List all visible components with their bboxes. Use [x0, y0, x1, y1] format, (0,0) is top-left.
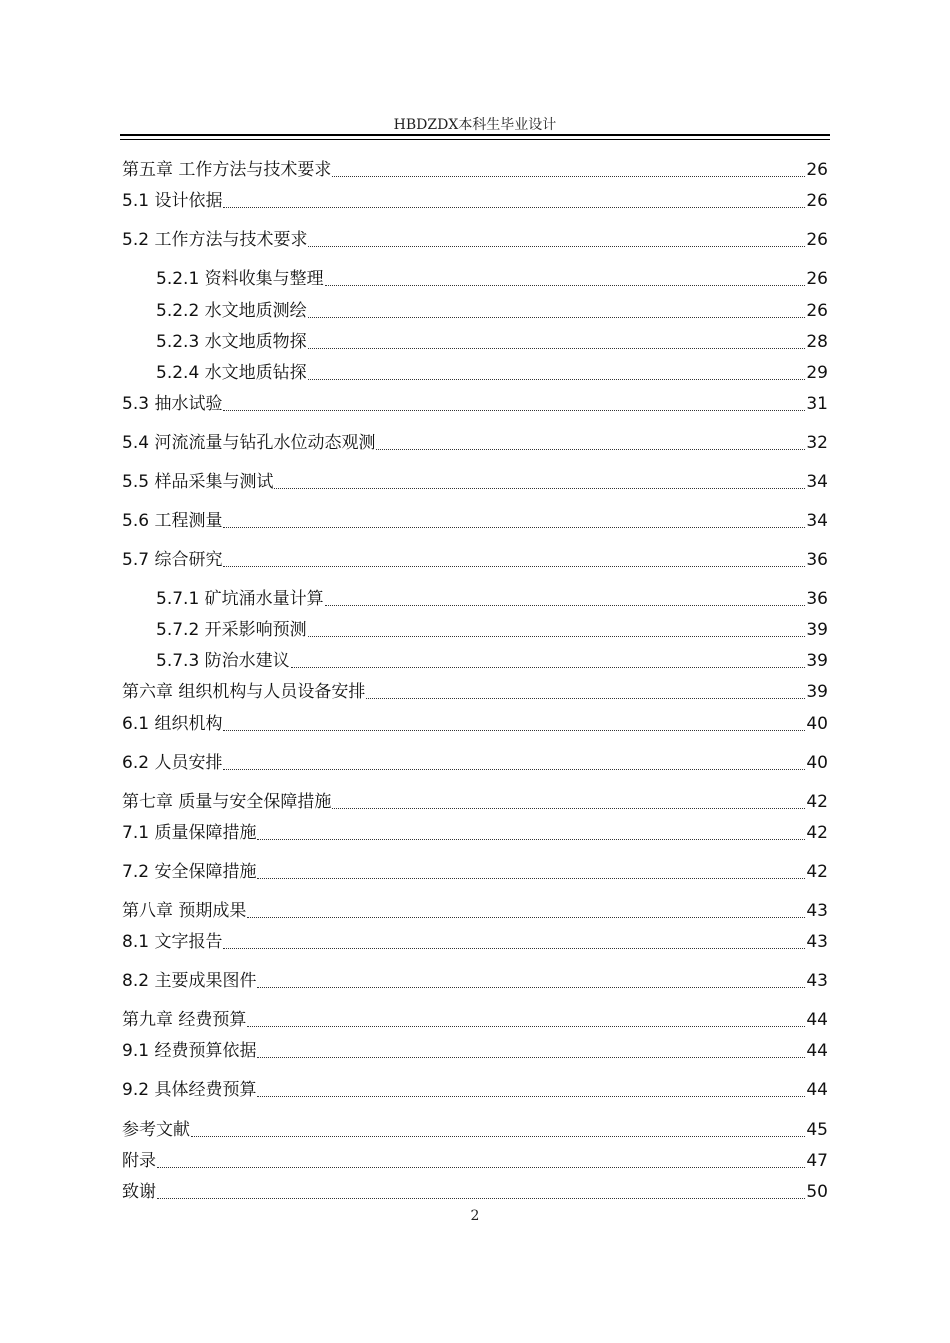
toc-entry[interactable] [122, 898, 828, 922]
toc-entry[interactable] [122, 1007, 828, 1031]
toc-entry-page: 26 [806, 160, 828, 180]
toc-entry-page: 40 [806, 753, 828, 773]
toc-entry[interactable] [122, 1077, 828, 1101]
toc-entry-label: 7.1 质量保障措施 [122, 823, 257, 843]
dot-leader [223, 206, 805, 208]
toc-entry-label: 第五章 工作方法与技术要求 [122, 160, 332, 180]
toc-entry[interactable] [156, 648, 828, 672]
toc-entry-page: 50 [806, 1182, 828, 1202]
toc-entry[interactable] [122, 188, 828, 212]
toc-entry-page: 28 [806, 332, 828, 352]
dot-leader [257, 877, 805, 879]
running-header-title: HBDZDX本科生毕业设计 [393, 117, 557, 133]
dot-leader [247, 916, 805, 918]
toc-entry-page: 26 [806, 191, 828, 211]
toc-entry-label: 5.7 综合研究 [122, 550, 223, 570]
dot-leader [257, 986, 805, 988]
toc-entry-label: 第七章 质量与安全保障措施 [122, 792, 332, 812]
dot-leader [191, 1135, 805, 1137]
dot-leader [332, 807, 805, 809]
toc-entry-label: 6.1 组织机构 [122, 714, 223, 734]
toc-entry-page: 34 [806, 472, 828, 492]
toc-entry[interactable] [156, 360, 828, 384]
toc-entry[interactable] [122, 1038, 828, 1062]
toc-entry[interactable] [122, 469, 828, 493]
toc-entry-page: 26 [806, 269, 828, 289]
toc-entry-page: 29 [806, 363, 828, 383]
dot-leader [247, 1025, 805, 1027]
toc-entry[interactable] [122, 711, 828, 735]
toc-entry-label: 5.6 工程测量 [122, 511, 223, 531]
dot-leader [308, 245, 805, 247]
toc-entry-label: 5.7.1 矿坑涌水量计算 [156, 589, 324, 609]
toc-entry-page: 40 [806, 714, 828, 734]
toc-entry-page: 39 [806, 651, 828, 671]
toc-entry[interactable] [122, 430, 828, 454]
toc-entry[interactable] [122, 508, 828, 532]
dot-leader [223, 526, 805, 528]
toc-entry[interactable] [122, 227, 828, 251]
toc-entry[interactable] [122, 929, 828, 953]
toc-entry-label: 8.1 文字报告 [122, 932, 223, 952]
toc-entry-page: 39 [806, 682, 828, 702]
dot-leader [332, 175, 805, 177]
dot-leader [308, 635, 806, 637]
toc-entry-page: 47 [806, 1151, 828, 1171]
toc-entry-page: 36 [806, 550, 828, 570]
toc-entry-label: 5.2 工作方法与技术要求 [122, 230, 308, 250]
toc-entry-label: 5.5 样品采集与测试 [122, 472, 274, 492]
dot-leader [257, 838, 805, 840]
toc-entry-page: 43 [806, 932, 828, 952]
dot-leader [366, 697, 805, 699]
dot-leader [223, 565, 805, 567]
toc-entry-page: 42 [806, 792, 828, 812]
toc-entry-page: 44 [806, 1041, 828, 1061]
toc-entry-page: 44 [806, 1010, 828, 1030]
toc-entry-label: 5.4 河流流量与钻孔水位动态观测 [122, 433, 376, 453]
toc-entry-label: 5.1 设计依据 [122, 191, 223, 211]
toc-entry[interactable] [156, 329, 828, 353]
dot-leader [376, 448, 805, 450]
toc-entry-page: 26 [806, 230, 828, 250]
toc-entry-page: 34 [806, 511, 828, 531]
toc-entry[interactable] [156, 586, 828, 610]
toc-entry-label: 5.2.2 水文地质测绘 [156, 301, 307, 321]
dot-leader [157, 1166, 805, 1168]
toc-entry-page: 32 [806, 433, 828, 453]
toc-entry[interactable] [122, 679, 828, 703]
toc-entry-label: 5.7.2 开采影响预测 [156, 620, 307, 640]
toc-entry-page: 42 [806, 823, 828, 843]
dot-leader [308, 316, 806, 318]
dot-leader [223, 729, 805, 731]
toc-entry[interactable] [122, 789, 828, 813]
toc-entry-label: 6.2 人员安排 [122, 753, 223, 773]
toc-entry[interactable] [122, 968, 828, 992]
toc-entry-label: 第九章 经费预算 [122, 1010, 247, 1030]
dot-leader [325, 284, 806, 286]
toc-entry-page: 43 [806, 971, 828, 991]
toc-entry-page: 43 [806, 901, 828, 921]
toc-entry-page: 45 [806, 1120, 828, 1140]
toc-entry-label: 8.2 主要成果图件 [122, 971, 257, 991]
toc-entry-label: 9.1 经费预算依据 [122, 1041, 257, 1061]
toc-entry[interactable] [122, 157, 828, 181]
toc-entry-page: 42 [806, 862, 828, 882]
toc-entry-page: 39 [806, 620, 828, 640]
dot-leader [308, 378, 806, 380]
toc-entry-label: 5.2.1 资料收集与整理 [156, 269, 324, 289]
toc-entry[interactable] [122, 750, 828, 774]
toc-entry-label: 5.7.3 防治水建议 [156, 651, 290, 671]
dot-leader [308, 347, 806, 349]
toc-entry[interactable] [122, 1179, 828, 1203]
toc-entry[interactable] [122, 1148, 828, 1172]
toc-entry-label: 7.2 安全保障措施 [122, 862, 257, 882]
page-number: 2 [470, 1208, 480, 1224]
dot-leader [223, 947, 805, 949]
toc-entry[interactable] [122, 1117, 828, 1141]
toc-entry-page: 26 [806, 301, 828, 321]
dot-leader [274, 487, 805, 489]
toc-entry-label: 第六章 组织机构与人员设备安排 [122, 682, 366, 702]
dot-leader [223, 768, 805, 770]
toc-entry[interactable] [122, 820, 828, 844]
dot-leader [325, 604, 806, 606]
toc-entry[interactable] [122, 547, 828, 571]
toc-entry[interactable] [122, 391, 828, 415]
toc-entry-page: 44 [806, 1080, 828, 1100]
dot-leader [257, 1056, 805, 1058]
toc-entry-page: 36 [806, 589, 828, 609]
dot-leader [157, 1197, 805, 1199]
dot-leader [223, 409, 805, 411]
toc-entry[interactable] [156, 298, 828, 322]
dot-leader [257, 1095, 805, 1097]
toc-entry-label: 参考文献 [122, 1120, 190, 1140]
toc-entry[interactable] [122, 859, 828, 883]
dot-leader [291, 666, 806, 668]
toc-entry-label: 9.2 具体经费预算 [122, 1080, 257, 1100]
toc-entry-label: 5.2.3 水文地质物探 [156, 332, 307, 352]
toc-entry-label: 附录 [122, 1151, 156, 1171]
toc-entry-label: 致谢 [122, 1182, 156, 1202]
toc-entry-page: 31 [806, 394, 828, 414]
toc-entry-label: 5.3 抽水试验 [122, 394, 223, 414]
toc-entry[interactable] [156, 266, 828, 290]
toc-entry-label: 5.2.4 水文地质钻探 [156, 363, 307, 383]
toc-entry-label: 第八章 预期成果 [122, 901, 247, 921]
toc-entry[interactable] [156, 617, 828, 641]
